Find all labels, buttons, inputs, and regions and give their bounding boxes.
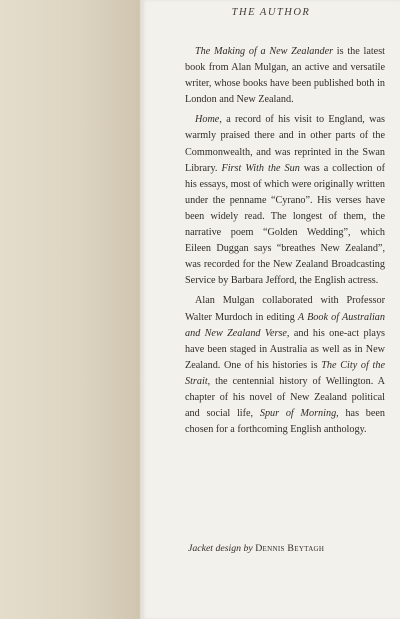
bio-paragraph-3 bbox=[185, 293, 385, 438]
book-title: Home, bbox=[195, 114, 222, 126]
author-page bbox=[142, 0, 400, 619]
jacket-flap-edge bbox=[0, 0, 142, 619]
jacket-credit bbox=[188, 543, 324, 554]
book-title: The Making of a New Zealander bbox=[195, 46, 334, 57]
book-title: The City of the Strait, bbox=[185, 359, 385, 387]
book-title: Spur of Morning, bbox=[259, 408, 339, 420]
paragraph-text: and his one-act plays have been staged in Australia as well as in New Zealand. One of his histories is bbox=[185, 327, 385, 371]
paragraph-text: a record of his visit to England, was warmly praised there and in other parts of the Commonwealth, and was reprinted in the Swan Library. bbox=[185, 114, 385, 174]
paragraph-text: has been chosen for a forthcoming English anthology. bbox=[185, 408, 386, 436]
page-heading: THE AUTHOR bbox=[231, 7, 311, 18]
paragraph-text: is the latest book from Alan Mulgan, an active and versatile writer, whose books have been published both in London and New Zealand. bbox=[185, 46, 385, 106]
paragraph-text: was a collection of his essays, most of which were originally written under the penname “Cyrano”. His verses have been widely read. The longest of them, the narrative poem “Golden Wedding”, which Eileen Duggan says “breathes New Zealand”, was recorded for the New Zealand Broadcasting Service by Barbara Jefford, the English actress. bbox=[185, 162, 386, 287]
credit-label: Jacket design by bbox=[188, 543, 256, 554]
paragraph-text: Alan Mulgan collaborated with Professor Walter Murdoch in editing bbox=[185, 295, 385, 323]
paragraph-text: the centennial history of Wellington. A chapter of his novel of New Zealand political and social life, bbox=[185, 375, 385, 420]
bio-paragraph-2 bbox=[185, 112, 385, 289]
book-title: A Book of Australian and New Zealand Verse, bbox=[185, 311, 385, 339]
author-bio bbox=[185, 44, 385, 438]
designer-name: Dennis Beytagh bbox=[255, 543, 325, 554]
bio-paragraph-1 bbox=[185, 44, 385, 108]
book-title: First With the Sun bbox=[221, 162, 300, 174]
